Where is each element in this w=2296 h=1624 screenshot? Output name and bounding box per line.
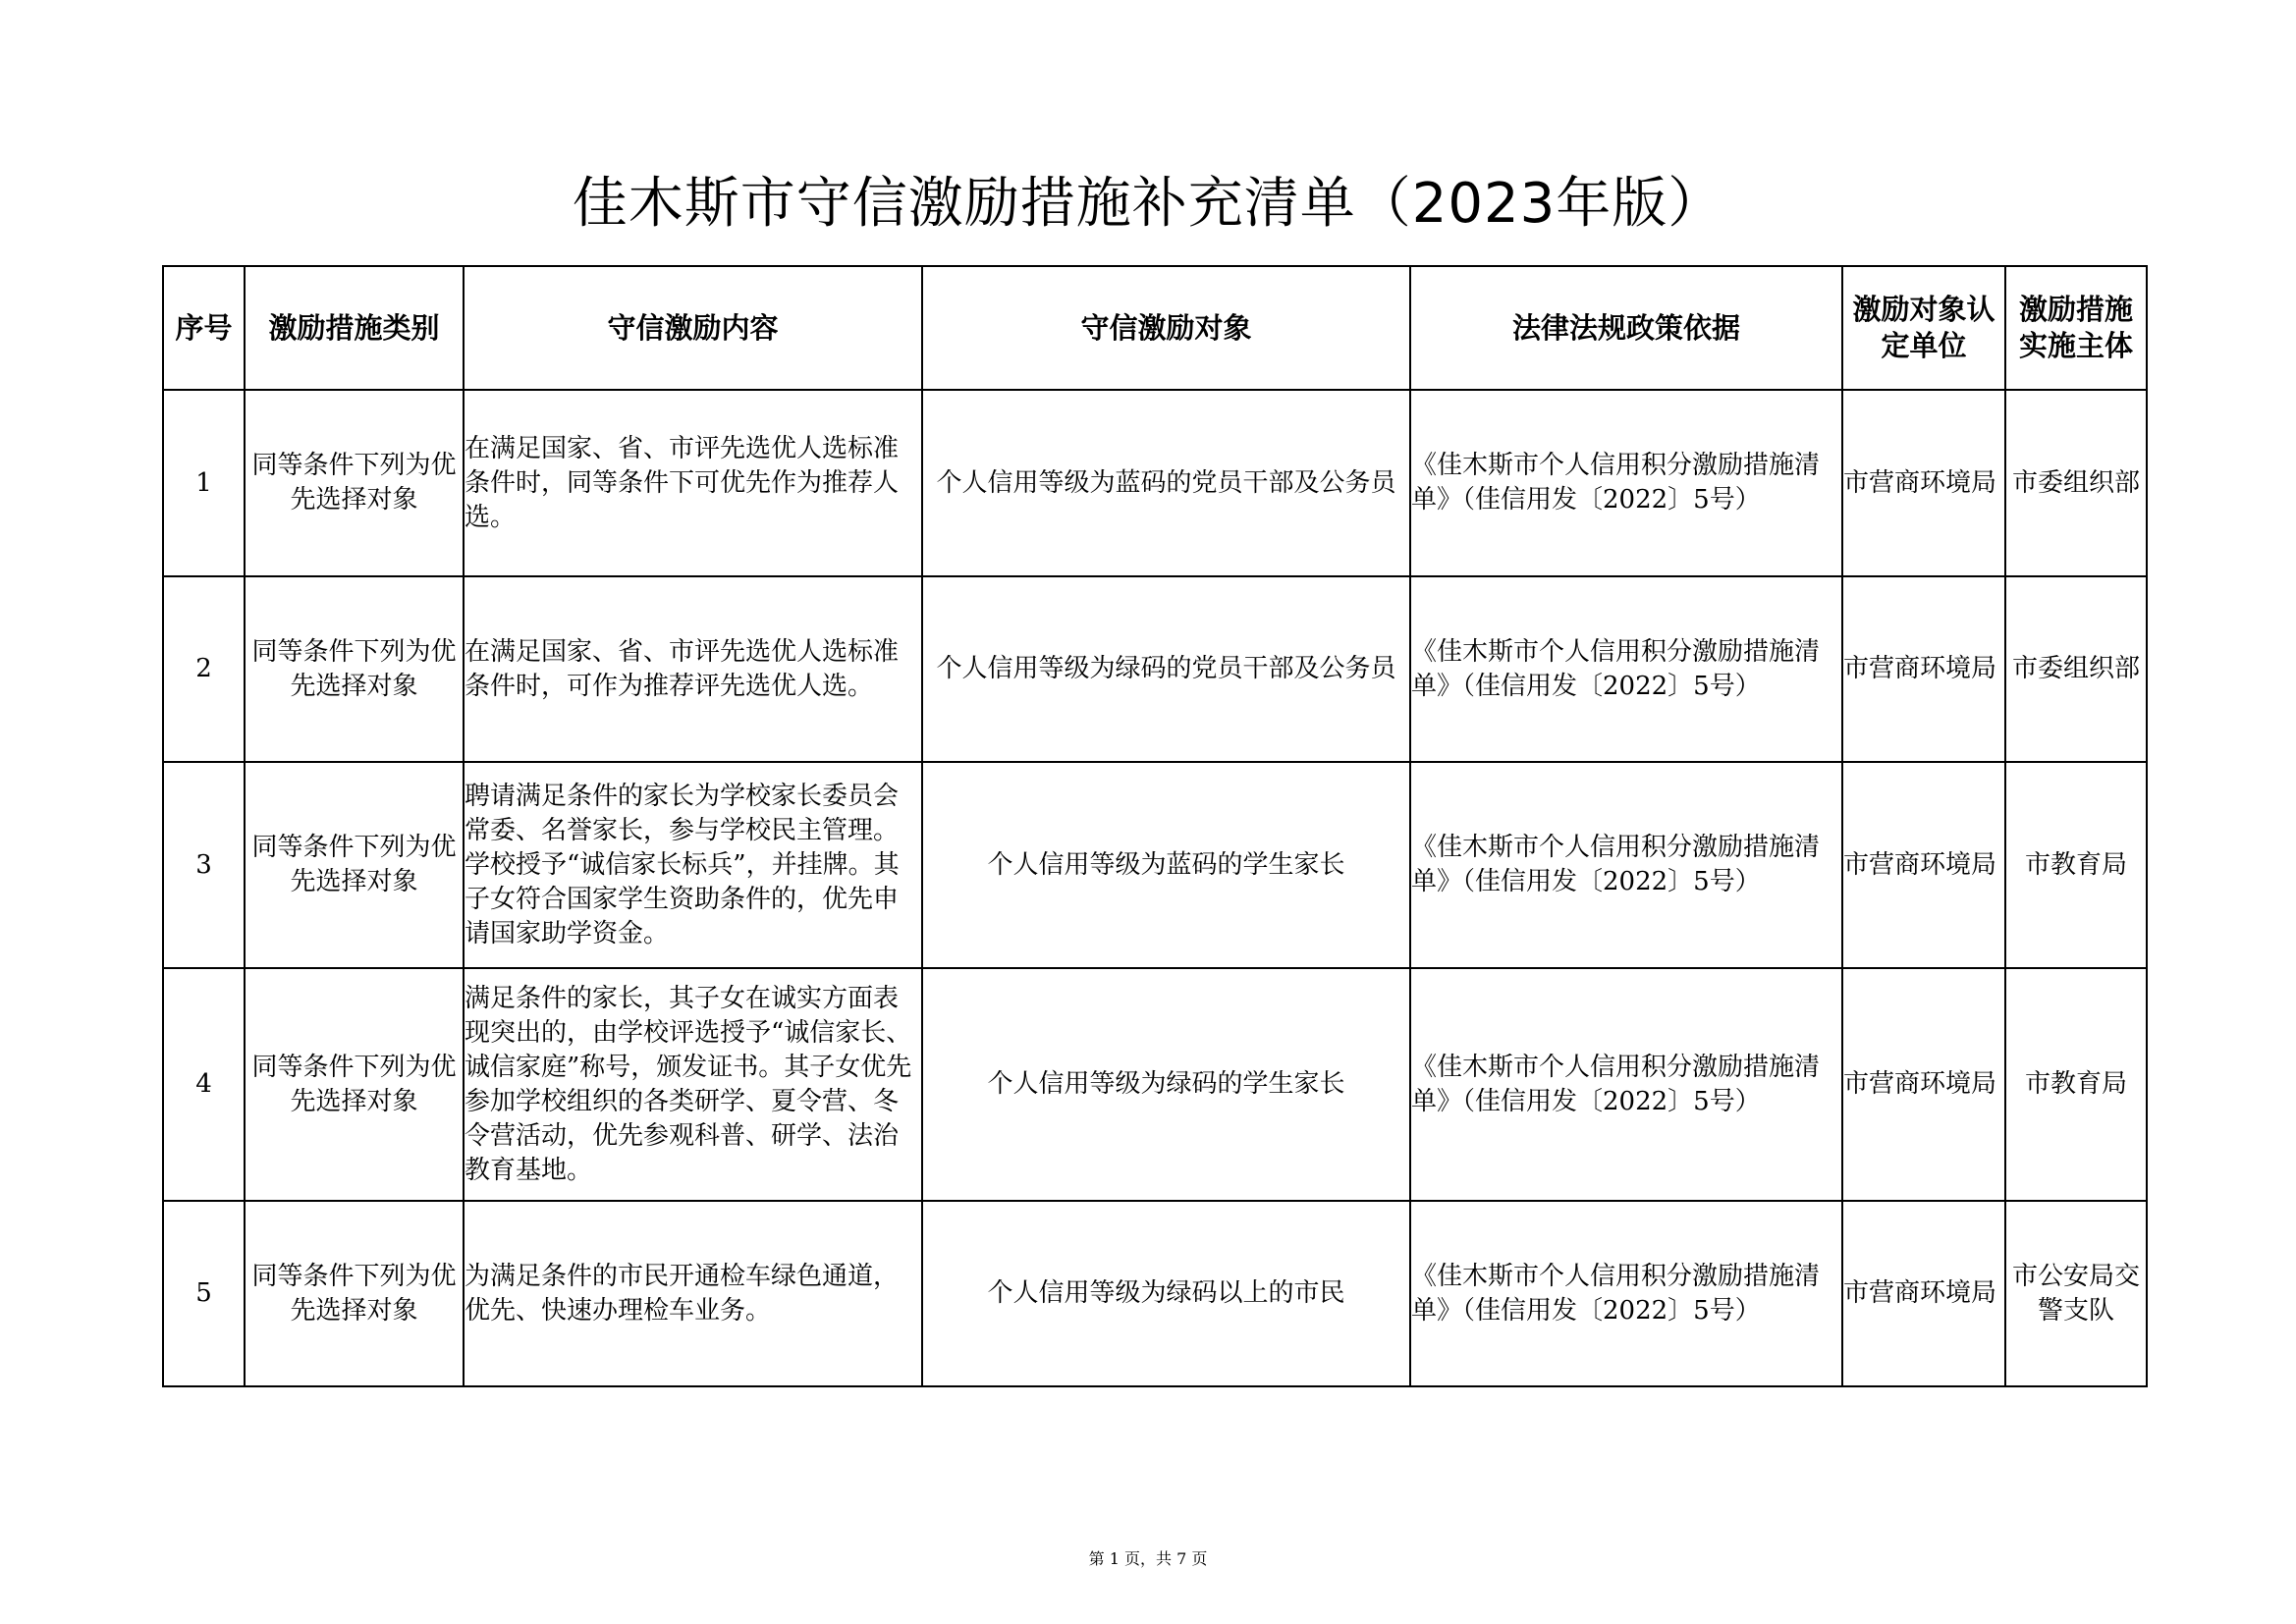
- cell-content: 满足条件的家长，其子女在诚实方面表现突出的，由学校评选授予“诚信家长、诚信家庭”称号，颁发证书。其子女优先参加学校组织的各类研学、夏令营、冬令营活动，优先参观科普、研学、法治教育基地。: [464, 968, 922, 1201]
- cell-impl: 市教育局: [2005, 968, 2147, 1201]
- cell-no: 2: [163, 576, 245, 762]
- cell-basis: 《佳木斯市个人信用积分激励措施清单》（佳信用发〔2022〕5号）: [1410, 968, 1842, 1201]
- table-row: [163, 390, 2147, 576]
- cell-content: 在满足国家、省、市评先选优人选标准条件时，可作为推荐评先选优人选。: [464, 576, 922, 762]
- header-impl: 激励措施实施主体: [2005, 266, 2147, 390]
- cell-target: 个人信用等级为蓝码的学生家长: [922, 762, 1410, 968]
- cell-target: 个人信用等级为绿码的学生家长: [922, 968, 1410, 1201]
- cell-no: 4: [163, 968, 245, 1201]
- cell-no: 5: [163, 1201, 245, 1386]
- cell-content: 在满足国家、省、市评先选优人选标准条件时，同等条件下可优先作为推荐人选。: [464, 390, 922, 576]
- table-row: [163, 762, 2147, 968]
- cell-impl: 市委组织部: [2005, 390, 2147, 576]
- header-target: 守信激励对象: [922, 266, 1410, 390]
- header-no: 序号: [163, 266, 245, 390]
- header-basis: 法律法规政策依据: [1410, 266, 1842, 390]
- incentive-table: [162, 265, 2148, 1387]
- cell-category: 同等条件下列为优先选择对象: [245, 576, 464, 762]
- cell-target: 个人信用等级为绿码的党员干部及公务员: [922, 576, 1410, 762]
- header-unit: 激励对象认定单位: [1842, 266, 2005, 390]
- header-content: 守信激励内容: [464, 266, 922, 390]
- table-header-row: [163, 266, 2147, 390]
- cell-unit: 市营商环境局: [1842, 576, 2005, 762]
- cell-category: 同等条件下列为优先选择对象: [245, 390, 464, 576]
- cell-no: 1: [163, 390, 245, 576]
- cell-category: 同等条件下列为优先选择对象: [245, 1201, 464, 1386]
- table-row: [163, 968, 2147, 1201]
- cell-basis: 《佳木斯市个人信用积分激励措施清单》（佳信用发〔2022〕5号）: [1410, 762, 1842, 968]
- cell-content: 聘请满足条件的家长为学校家长委员会常委、名誉家长，参与学校民主管理。学校授予“诚信家长标兵”，并挂牌。其子女符合国家学生资助条件的，优先申请国家助学资金。: [464, 762, 922, 968]
- cell-impl: 市委组织部: [2005, 576, 2147, 762]
- cell-content: 为满足条件的市民开通检车绿色通道，优先、快速办理检车业务。: [464, 1201, 922, 1386]
- cell-target: 个人信用等级为绿码以上的市民: [922, 1201, 1410, 1386]
- cell-category: 同等条件下列为优先选择对象: [245, 762, 464, 968]
- cell-basis: 《佳木斯市个人信用积分激励措施清单》（佳信用发〔2022〕5号）: [1410, 390, 1842, 576]
- cell-no: 3: [163, 762, 245, 968]
- cell-basis: 《佳木斯市个人信用积分激励措施清单》（佳信用发〔2022〕5号）: [1410, 1201, 1842, 1386]
- cell-impl: 市公安局交警支队: [2005, 1201, 2147, 1386]
- cell-basis: 《佳木斯市个人信用积分激励措施清单》（佳信用发〔2022〕5号）: [1410, 576, 1842, 762]
- cell-unit: 市营商环境局: [1842, 1201, 2005, 1386]
- cell-target: 个人信用等级为蓝码的党员干部及公务员: [922, 390, 1410, 576]
- cell-category: 同等条件下列为优先选择对象: [245, 968, 464, 1201]
- page-title: 佳木斯市守信激励措施补充清单（2023年版）: [572, 172, 1724, 236]
- cell-unit: 市营商环境局: [1842, 762, 2005, 968]
- table-row: [163, 1201, 2147, 1386]
- page-footer: 第 1 页，共 7 页: [1088, 1549, 1208, 1568]
- table-row: [163, 576, 2147, 762]
- header-category: 激励措施类别: [245, 266, 464, 390]
- cell-impl: 市教育局: [2005, 762, 2147, 968]
- cell-unit: 市营商环境局: [1842, 968, 2005, 1201]
- cell-unit: 市营商环境局: [1842, 390, 2005, 576]
